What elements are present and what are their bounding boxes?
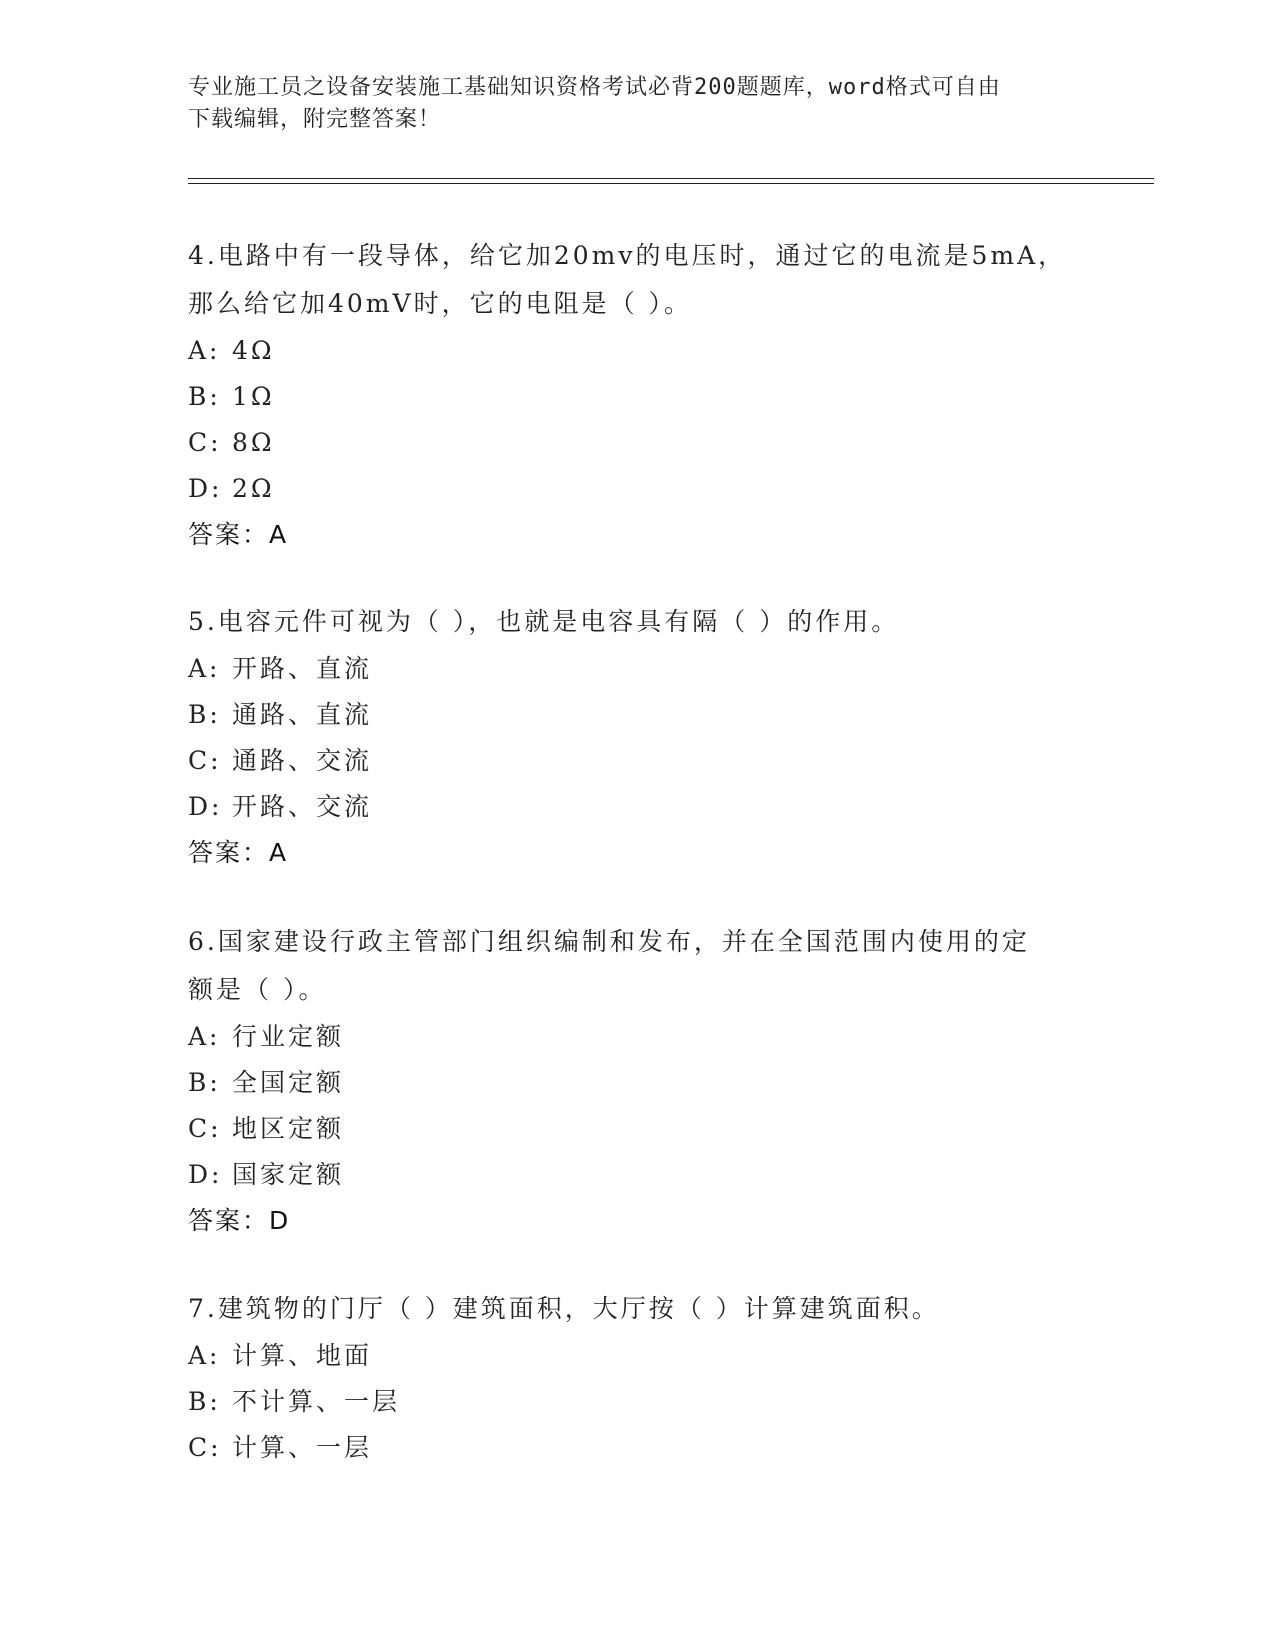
option-letter: D:	[188, 474, 223, 503]
option-c	[188, 1425, 1088, 1471]
option-letter: B:	[188, 700, 221, 729]
answer-line: 答案：A	[188, 520, 289, 549]
option-letter: B:	[188, 382, 221, 411]
option-a	[188, 1333, 1088, 1379]
option-text: 开路、交流	[232, 792, 373, 821]
question-stem	[188, 1285, 1088, 1333]
option-letter: D:	[188, 792, 223, 821]
question-stem-line: 4.电路中有一段导体，给它加20mv的电压时，通过它的电流是5mA，	[188, 241, 1067, 270]
question-7	[188, 1285, 1088, 1471]
document-header	[188, 72, 1068, 136]
option-letter: C:	[188, 746, 222, 775]
question-5	[188, 598, 1088, 876]
option-text: 8Ω	[232, 428, 275, 457]
option-b	[188, 1060, 1088, 1106]
option-d	[188, 466, 1088, 512]
option-text: 2Ω	[232, 474, 275, 503]
option-text: 国家定额	[232, 1160, 345, 1189]
option-text: 4Ω	[232, 336, 275, 365]
option-letter: A:	[188, 1341, 221, 1370]
option-text: 通路、直流	[232, 700, 373, 729]
option-c	[188, 420, 1088, 466]
answer-line: 答案：A	[188, 838, 289, 867]
option-letter: C:	[188, 1114, 222, 1143]
option-letter: A:	[188, 1022, 221, 1051]
option-b	[188, 1379, 1088, 1425]
option-text: 1Ω	[232, 382, 275, 411]
header-line-2: 下载编辑，附完整答案！	[188, 107, 442, 132]
option-c	[188, 738, 1088, 784]
option-text: 开路、直流	[232, 654, 373, 683]
option-text: 不计算、一层	[232, 1387, 401, 1416]
question-6	[188, 918, 1088, 1244]
option-text: 全国定额	[232, 1068, 345, 1097]
header-line-1: 专业施工员之设备安装施工基础知识资格考试必背200题题库，word格式可自由	[188, 75, 1001, 100]
option-text: 行业定额	[232, 1022, 345, 1051]
option-text: 地区定额	[232, 1114, 345, 1143]
answer-line: 答案：D	[188, 1206, 291, 1235]
question-stem	[188, 598, 1088, 646]
question-stem	[188, 918, 1088, 1014]
option-text: 计算、地面	[232, 1341, 373, 1370]
option-letter: C:	[188, 428, 222, 457]
option-b	[188, 692, 1088, 738]
option-a	[188, 1014, 1088, 1060]
option-letter: A:	[188, 654, 221, 683]
option-text: 通路、交流	[232, 746, 373, 775]
option-letter: D:	[188, 1160, 223, 1189]
option-d	[188, 784, 1088, 830]
option-b	[188, 374, 1088, 420]
option-letter: B:	[188, 1387, 221, 1416]
option-d	[188, 1152, 1088, 1198]
question-stem	[188, 232, 1088, 328]
option-letter: B:	[188, 1068, 221, 1097]
question-stem-line: 5.电容元件可视为（ ），也就是电容具有隔（ ）的作用。	[188, 607, 900, 636]
option-a	[188, 646, 1088, 692]
question-stem-line: 7.建筑物的门厅（ ）建筑面积，大厅按（ ）计算建筑面积。	[188, 1294, 940, 1323]
question-stem-line: 那么给它加40mV时，它的电阻是（ ）。	[188, 289, 693, 318]
option-a	[188, 328, 1088, 374]
header-divider-top	[188, 178, 1154, 179]
question-stem-line: 额是（ ）。	[188, 975, 327, 1004]
question-4	[188, 232, 1088, 558]
option-c	[188, 1106, 1088, 1152]
option-letter: A:	[188, 336, 221, 365]
option-text: 计算、一层	[232, 1433, 373, 1462]
question-stem-line: 6.国家建设行政主管部门组织编制和发布，并在全国范围内使用的定	[188, 927, 1030, 956]
header-divider-bottom	[188, 183, 1154, 184]
option-letter: C:	[188, 1433, 222, 1462]
